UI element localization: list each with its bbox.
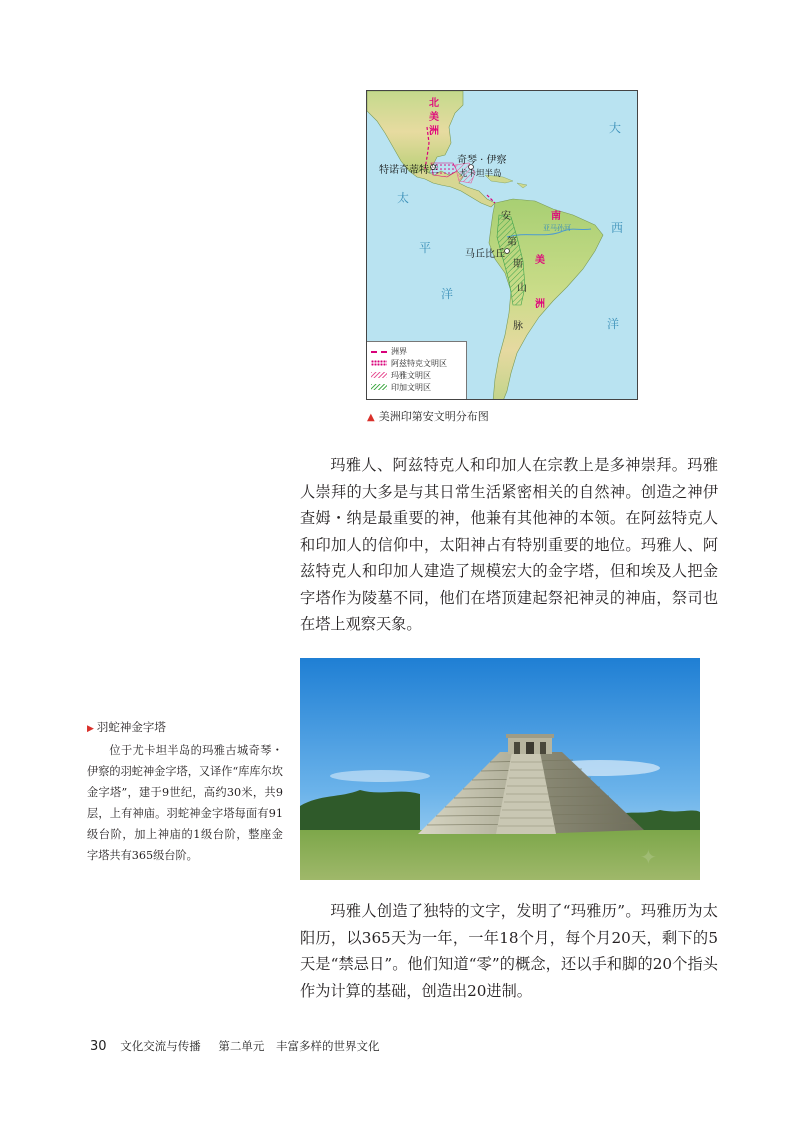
legend-item-boundary: 洲界 [371, 345, 462, 357]
label-atlantic-3: 洋 [607, 317, 620, 331]
label-andes-5: 脉 [513, 321, 523, 332]
legend-item-aztec: 阿兹特克文明区 [371, 357, 462, 369]
label-chichen-itza: 奇琴 · 伊察 [457, 155, 507, 166]
label-atlantic-1: 大 [609, 121, 622, 135]
body-paragraph-calendar: 玛雅人创造了独特的文字，发明了“玛雅历”。玛雅历为太阳历，以365天为一年，一年18个月，每个月20天，剩下的5天是“禁忌日”。他们知道“零”的概念，还以手和脚的20个指头作为计算的基础，创造出20进制。 [300, 902, 718, 1000]
label-machu-picchu: 马丘比丘 [465, 249, 505, 260]
unit-title: 丰富多样的世界文化 [276, 1039, 380, 1053]
label-tenochtitlan: 特诺奇蒂特兰 [379, 165, 439, 176]
legend-item-maya: 玛雅文明区 [371, 369, 462, 381]
label-amazon: 亚马孙河 [543, 224, 571, 232]
label-south-america-2: 美 [535, 255, 545, 266]
aztec-symbol-icon [371, 360, 387, 366]
map-caption: ▲ 美洲印第安文明分布图 [367, 410, 489, 423]
book-title: 文化交流与传播 [120, 1039, 201, 1053]
label-south-america-3: 洲 [535, 299, 545, 310]
label-north-america-3: 洲 [429, 126, 439, 137]
pyramid-photo [300, 658, 700, 880]
label-andes-1: 安 [501, 211, 511, 222]
boundary-symbol-icon [371, 351, 387, 353]
legend-item-inca: 印加文明区 [371, 381, 462, 393]
kukulkan-pyramid-image [300, 658, 700, 880]
label-north-america-2: 美 [429, 112, 439, 123]
label-andes-3: 斯 [513, 259, 523, 270]
svg-text:✦: ✦ [640, 845, 657, 869]
label-yucatan: 尤卡坦半岛 [459, 169, 502, 179]
label-atlantic-2: 西 [611, 221, 624, 235]
label-pacific-1: 太 [397, 191, 410, 205]
note-triangle-icon: ▶ [87, 724, 94, 734]
label-north-america-1: 北 [429, 98, 439, 109]
caption-triangle-icon: ▲ [367, 412, 375, 423]
label-pacific-2: 平 [419, 241, 432, 255]
sidebar-title: ▶ 羽蛇神金字塔 [87, 720, 166, 734]
page-footer [90, 1038, 380, 1054]
maya-symbol-icon [371, 372, 387, 378]
label-andes-4: 山 [517, 283, 527, 294]
label-south-america-1: 南 [551, 211, 561, 222]
unit-number: 第二单元 [218, 1039, 265, 1053]
map-legend [367, 341, 467, 399]
label-pacific-3: 洋 [441, 287, 454, 301]
sidebar-body: 位于尤卡坦半岛的玛雅古城奇琴・伊察的羽蛇神金字塔，又译作“库库尔坎金字塔”，建于9世纪，高约30米，共9层，上有神庙。羽蛇神金字塔每面有91级台阶，加上神庙的1级台阶，整座金字塔共有365级台阶。 [87, 744, 283, 862]
americas-civilization-map [366, 90, 638, 400]
page-number: 30 [90, 1039, 107, 1054]
label-andes-2: 第 [507, 237, 517, 248]
inca-symbol-icon [371, 384, 387, 390]
sidebar-note-pyramid [87, 718, 283, 866]
body-paragraph-religion: 玛雅人、阿兹特克人和印加人在宗教上是多神崇拜。玛雅人崇拜的大多是与其日常生活紧密相关的自然神。创造之神伊查姆・纳是最重要的神，他兼有其他神的本领。在阿兹特克人和印加人的信仰中，太阳神占有特别重要的地位。玛雅人、阿兹特克人和印加人建造了规模宏大的金字塔，但和埃及人把金字塔作为陵墓不同，他们在塔顶建起祭祀神灵的神庙，祭司也在塔上观察天象。 [300, 456, 718, 633]
